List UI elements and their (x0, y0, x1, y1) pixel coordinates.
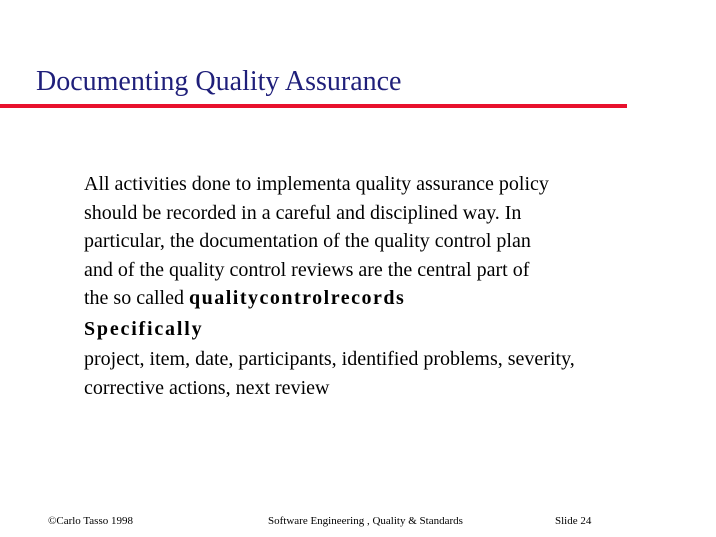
paragraph-line: All activities done to implementa quality assurance policy (84, 173, 549, 195)
paragraph-line: particular, the documentation of the quality control plan (84, 230, 531, 252)
paragraph-line: and of the quality control reviews are the central part of (84, 258, 530, 281)
paragraph-line: project, item, date, participants, identified problems, severity, (84, 348, 575, 370)
footer-copyright: ©Carlo Tasso 1998 (48, 515, 133, 527)
paragraph-line: should be recorded in a careful and disciplined way. In (84, 201, 522, 224)
footer-course-title: Software Engineering , Quality & Standards (268, 515, 463, 527)
title-underline-rule (0, 104, 627, 108)
paragraph-line (84, 284, 694, 313)
paragraph-record-fields (84, 345, 694, 402)
paragraph-quality-records (84, 170, 694, 313)
footer-slide-number: Slide 24 (555, 515, 592, 527)
slide-title: Documenting Quality Assurance (36, 66, 402, 97)
quality-control-records-term: qualitycontrolrecords (188, 287, 406, 309)
paragraph-line: corrective actions, next review (84, 376, 330, 399)
specifically-heading: Specifically (84, 317, 204, 340)
line-prefix-text: the so called (84, 287, 189, 309)
slide-body (84, 170, 694, 402)
